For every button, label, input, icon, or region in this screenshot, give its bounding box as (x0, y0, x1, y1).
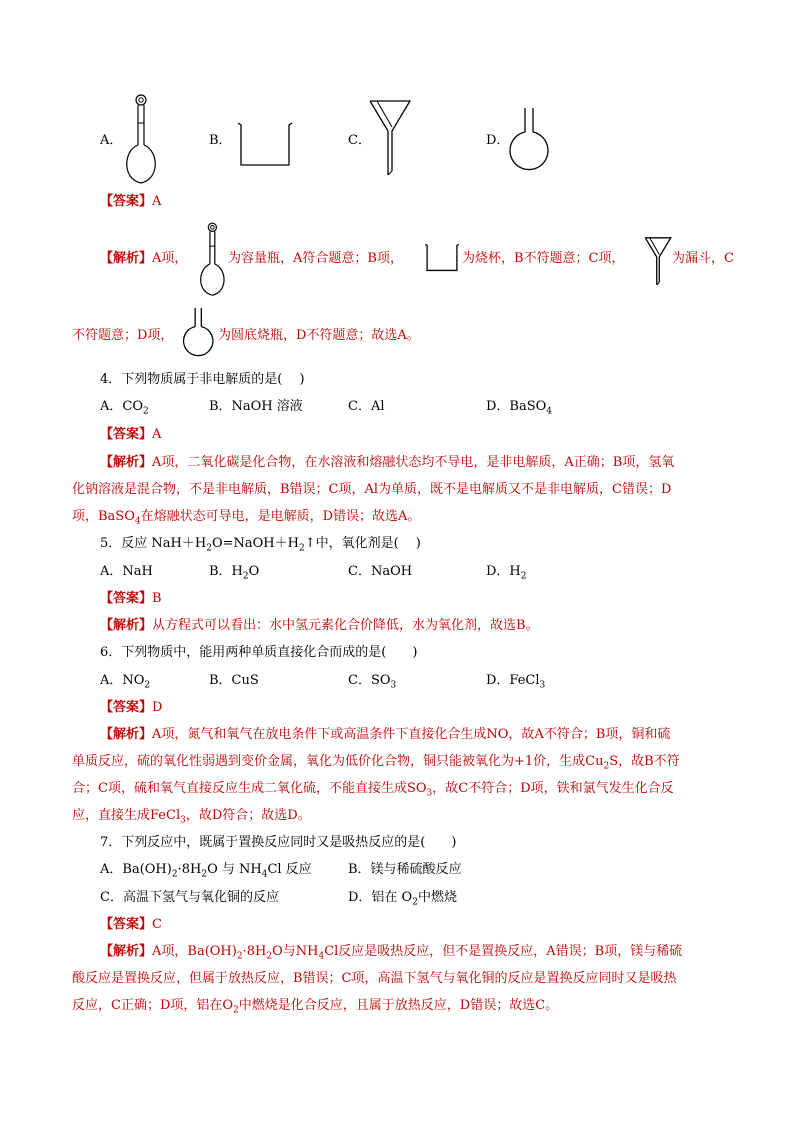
q7-option-a: A．$Ba(OH)_2\cdot 8H_2O$ 与 $NH_4Cl$ 反应 (100, 862, 312, 880)
q4-option-c: C．Al (348, 399, 385, 414)
q6-option-b: B．CuS (209, 673, 259, 688)
round-bottom-flask-icon (182, 305, 216, 359)
q7-option-c: C．高温下氢气与氧化铜的反应 (100, 890, 279, 905)
q5-option-b: B．$H_2O$ (209, 564, 260, 582)
q7-analysis-line1: 【解析】A项，$Ba(OH)_2\cdot 8H_2O$与$NH_4Cl$反应是吸热反应，但不是置换反应，A错误；B项，镁与稀硫 (100, 944, 683, 962)
q3-analysis-part6: 为圆底烧瓶，D不符题意；故选A。 (218, 328, 420, 343)
q5-stem: 5．反应 $NaH+H_2O=NaOH+H_2↑$中，氧化剂是( ) (100, 536, 421, 554)
option-c-letter: C． (348, 133, 371, 148)
q3-answer: A (152, 194, 162, 209)
q6-option-a: A．$NO_2$ (100, 673, 151, 691)
answer-tag: 【答案】 (100, 194, 153, 209)
q7-analysis-line3: 反应，C正确；D项，铝在$O_2$中燃烧是化合反应，且属于放热反应，D错误；故选C。 (72, 998, 559, 1016)
q3-analysis-part5: 不符题意；D项， (72, 328, 174, 343)
q6-answer: D (152, 700, 163, 715)
q4-option-a: A．$CO_2$ (100, 399, 149, 417)
q6-analysis-line2: 单质反应，硫的氧化性弱遇到变价金属，氧化为低价化合物，铜只能被氧化为+1价，生成$Cu_2S$，故B不符 (72, 754, 680, 772)
q4-option-b: B．NaOH 溶液 (209, 399, 303, 414)
q5-answer-line: 【答案】B (100, 591, 162, 606)
q7-answer-line: 【答案】C (100, 917, 162, 932)
beaker-icon (236, 121, 294, 169)
q6-option-c: C．$SO_3$ (348, 673, 397, 691)
q7-option-d: D．铝在 $O_2$中燃烧 (348, 890, 457, 908)
q4-analysis-line3: 项，BaSO$_4$在熔融状态可导电，是电解质，D错误；故选A。 (72, 509, 421, 527)
q3-analysis-part2: 为容量瓶，A符合题意；B项， (228, 251, 403, 266)
q3-analysis-part1: 【解析】A项， (100, 251, 188, 266)
q4-answer-line: 【答案】A (100, 427, 162, 442)
q5-option-a: A．NaH (100, 564, 153, 579)
q3-answer-line (100, 194, 161, 210)
q7-option-b: B．镁与稀硫酸反应 (348, 862, 462, 877)
volumetric-flask-icon (196, 219, 232, 301)
q6-stem: 6．下列物质中，能用两种单质直接化合而成的是( ) (100, 645, 418, 660)
q7-answer: C (152, 917, 162, 932)
volumetric-flask-icon (121, 93, 165, 187)
q4-analysis-line1: 【解析】A项，二氧化碳是化合物，在水溶液和熔融状态均不导电，是非电解质，A正确；B项，氢氧 (100, 455, 675, 470)
q6-answer-line: 【答案】D (100, 700, 163, 715)
round-bottom-flask-icon (508, 106, 552, 172)
q5-answer: B (152, 591, 162, 606)
q4-option-d: D．BaSO$_4$ (486, 399, 553, 417)
q3-analysis-part3: 为烧杯，B不符题意；C项， (462, 251, 625, 266)
q6-analysis-line3: 合；C项，硫和氧气直接反应生成二氧化硫，不能直接生成$SO_3$，故C不符合；D项，铁和氯气发生化合反 (72, 781, 674, 799)
q7-stem: 7．下列反应中，既属于置换反应同时又是吸热反应的是( ) (100, 835, 457, 850)
q7-analysis-line2: 酸反应是置换反应，但属于放热反应，B错误；C项，高温下氢气与氧化铜的反应是置换反应同时又是吸热 (72, 971, 677, 986)
option-d-letter: D． (486, 133, 510, 148)
q6-analysis-line4: 应，直接生成FeCl$_3$，故D符合；故选D。 (72, 808, 311, 826)
funnel-icon (368, 99, 412, 179)
analysis-tag: 【解析】 (100, 251, 153, 266)
q6-analysis-line1: 【解析】A项，氮气和氧气在放电条件下或高温条件下直接化合生成NO，故A不符合；B项，铜和硫 (100, 727, 671, 742)
q3-analysis-part4: 为漏斗，C (672, 251, 734, 266)
q4-answer: A (152, 427, 162, 442)
option-b-letter: B． (209, 133, 232, 148)
q4-analysis-line2: 化钠溶液是混合物，不是非电解质，B错误；C项，Al为单质，既不是电解质又不是非电解质，C错误；D (72, 482, 672, 497)
q5-option-c: C．NaOH (348, 564, 413, 579)
beaker-icon (424, 238, 460, 278)
q6-option-d: D．FeCl$_3$ (486, 673, 546, 691)
q5-analysis-line1: 【解析】从方程式可以看出：水中氢元素化合价降低，水为氧化剂，故选B。 (100, 618, 539, 633)
option-a-letter: A． (100, 133, 123, 148)
q5-option-d: D．$H_2$ (486, 564, 527, 582)
funnel-icon (644, 236, 672, 288)
q4-stem: 4．下列物质属于非电解质的是( ) (100, 372, 305, 387)
